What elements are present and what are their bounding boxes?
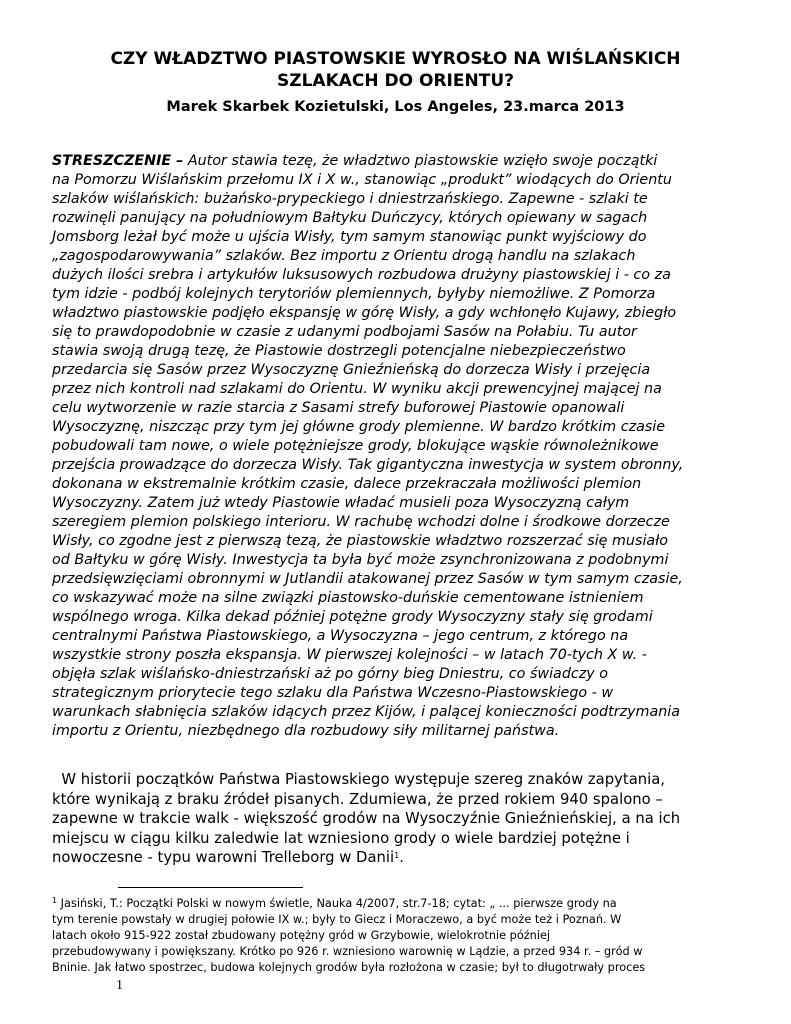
abstract-line: przez nich kontroli nad szlakami do Orientu. W wyniku akcji prewencyjnej mającej na [52,381,662,397]
body-paragraph [52,770,742,868]
footnote-marker: 1 [52,896,58,905]
abstract-line: szeregiem plemion polskiego interioru. W rachubę wchodzi dolne i środkowe dorzecze [52,514,670,530]
abstract-line: na Pomorzu Wiślańskim przełomu IX i X w., stanowiąc „produkt” wiodących do Orientu [52,172,672,188]
abstract-line: warunkach słabnięcia szlaków idących przez Kijów, i palącej konieczności podtrzymania [52,704,681,720]
abstract-line: objęła szlak wiślańsko-dniestrzański aż po górny bieg Dniestru, co świadczy o [52,666,609,682]
page-number: 1 [116,978,123,993]
abstract-line: władztwo piastowskie podjęło ekspansję w górę Wisły, a gdy wchłonęło Kujawy, zbiegło [52,305,677,321]
paper-title [60,48,731,92]
title-line: SZLAKACH DO ORIENTU? [277,71,514,91]
title-line: CZY WŁADZTWO PIASTOWSKIE WYROSŁO NA WIŚLAŃSKICH [110,49,681,69]
footnote-separator [118,887,303,888]
abstract-line: centralnymi Państwa Piastowskiego, a Wysoczyzna – jego centrum, z którego na [52,628,629,644]
abstract-line: celu wytworzenie w razie starcia z Sasami strefy buforowej Piastowie opanowali [52,400,625,416]
abstract-line: przedarcia się Sasów przez Wysoczyznę Gnieźnieńską do dorzecza Wisły i przejęcia [52,362,651,378]
abstract [52,152,742,741]
abstract-label: STRESZCZENIE – [52,153,184,169]
body-line: miejscu w ciągu kilku zaledwie lat wzniesiono grody o wiele bardziej potężne i [52,829,630,847]
abstract-line: od Bałtyku w górę Wisły. Inwestycja ta była być może zsynchronizowana z podobnymi [52,552,669,568]
abstract-line: Wysoczyzny. Zatem już wtedy Piastowie władać musieli poza Wysoczyzną całym [52,495,630,511]
footnote-line: latach około 915-922 został zbudowany potężny gród w Grzybowie, wielokrotnie później [52,929,551,942]
abstract-line: stawia swoją drugą tezę, że Piastowie dostrzegli potencjalne niebezpieczeństwo [52,343,626,359]
abstract-line: rozwinęli panujący na południowym Bałtyku Duńczycy, których opiewany w sagach [52,210,648,226]
abstract-line: tym idzie - podbój kolejnych terytoriów plemiennych, byłyby niemożliwe. Z Pomorza [52,286,656,302]
abstract-line: „zagospodarowywania” szlaków. Bez importu z Orientu drogą handlu na szlakach [52,248,636,264]
abstract-line: Autor stawia tezę, że władztwo piastowskie wzięło swoje początki [183,153,658,169]
abstract-line: dokonana w ekstremalnie krótkim czasie, dalece przekraczała możliwości plemion [52,476,642,492]
footnote-line: Jasiński, T.: Początki Polski w nowym świetle, Nauka 4/2007, str.7-18; cytat: „ ... pierwsze grody na [57,897,617,910]
abstract-line: się to prawdopodobnie w czasie z udanymi podbojami Sasów na Połabiu. Tu autor [52,324,637,340]
footnote [52,896,742,976]
footnote-reference: 1 [394,851,400,860]
abstract-line: przedsięwzięciami obronnymi w Jutlandii atakowanej przez Sasów w tym samym czasie, [52,571,683,587]
author-line: Marek Skarbek Kozietulski, Los Angeles, 23.marca 2013 [166,99,625,115]
abstract-line: Jomsborg leżał być może u ujścia Wisły, tym samym stanowiąc punkt wyjściowy do [52,229,647,245]
footnote-line: przebudowywany i powiększany. Krótko po 926 r. wzniesiono warownię w Lądzie, a przed 934 r. – gród w [52,945,643,958]
abstract-line: Wisły, co zgodne jest z pierwszą tezą, że piastowskie władztwo rozszerzać się musiało [52,533,669,549]
abstract-line: importu z Orientu, niezbędnego dla rozbudowy siły militarnej państwa. [52,723,560,739]
abstract-line: przejścia prowadzące do dorzecza Wisły. Tak gigantyczna inwestycja w system obronny, [52,457,684,473]
abstract-line: Wysoczyznę, niszcząc przy tym jej główne grody plemienne. W bardzo krótkim czasie [52,419,666,435]
footnote-line: tym terenie powstały w drugiej połowie IX w.; były to Giecz i Moraczewo, a być może też i Poznań. W [52,913,622,926]
abstract-line: strategicznym priorytecie tego szlaku dla Państwa Wczesno-Piastowskiego - w [52,685,614,701]
abstract-line: wspólnego wroga. Kilka dekad później potężne grody Wysoczyzny stały się grodami [52,609,653,625]
footnote-line: Bninie. Jak łatwo spostrzec, budowa kolejnych grodów była rozłożona w czasie; był to długotrwały proces [52,961,646,974]
body-line: zapewne w trakcie walk - większość grodów na Wysoczyźnie Gnieźnieńskiej, a na ich [52,810,681,827]
abstract-line: wszystkie strony poszła ekspansja. W pierwszej kolejności – w latach 70-tych X w. - [52,647,647,663]
abstract-line: co wskazywać może na silne związki piastowsko-duńskie cementowane istnieniem [52,590,644,606]
abstract-line: dużych ilości srebra i artykułów luksusowych rozbudowa drużyny piastowskiej i - co za [52,267,671,283]
body-line: nowoczesne - typu warowni Trelleborg w Danii [52,849,395,866]
abstract-line: pobudowali tam nowe, o wiele potężniejsze grody, blokujące wąskie równoleżnikowe [52,438,659,454]
abstract-line: szlaków wiślańskich: bużańsko-prypeckiego i dniestrzańskiego. Zapewne - szlaki te [52,191,648,207]
body-line: które wynikają z braku źródeł pisanych. Zdumiewa, że przed rokiem 940 spalono – [52,790,663,808]
body-line-end: . [399,849,404,866]
body-line: W historii początków Państwa Piastowskiego występuje szereg znaków zapytania, [52,771,666,788]
